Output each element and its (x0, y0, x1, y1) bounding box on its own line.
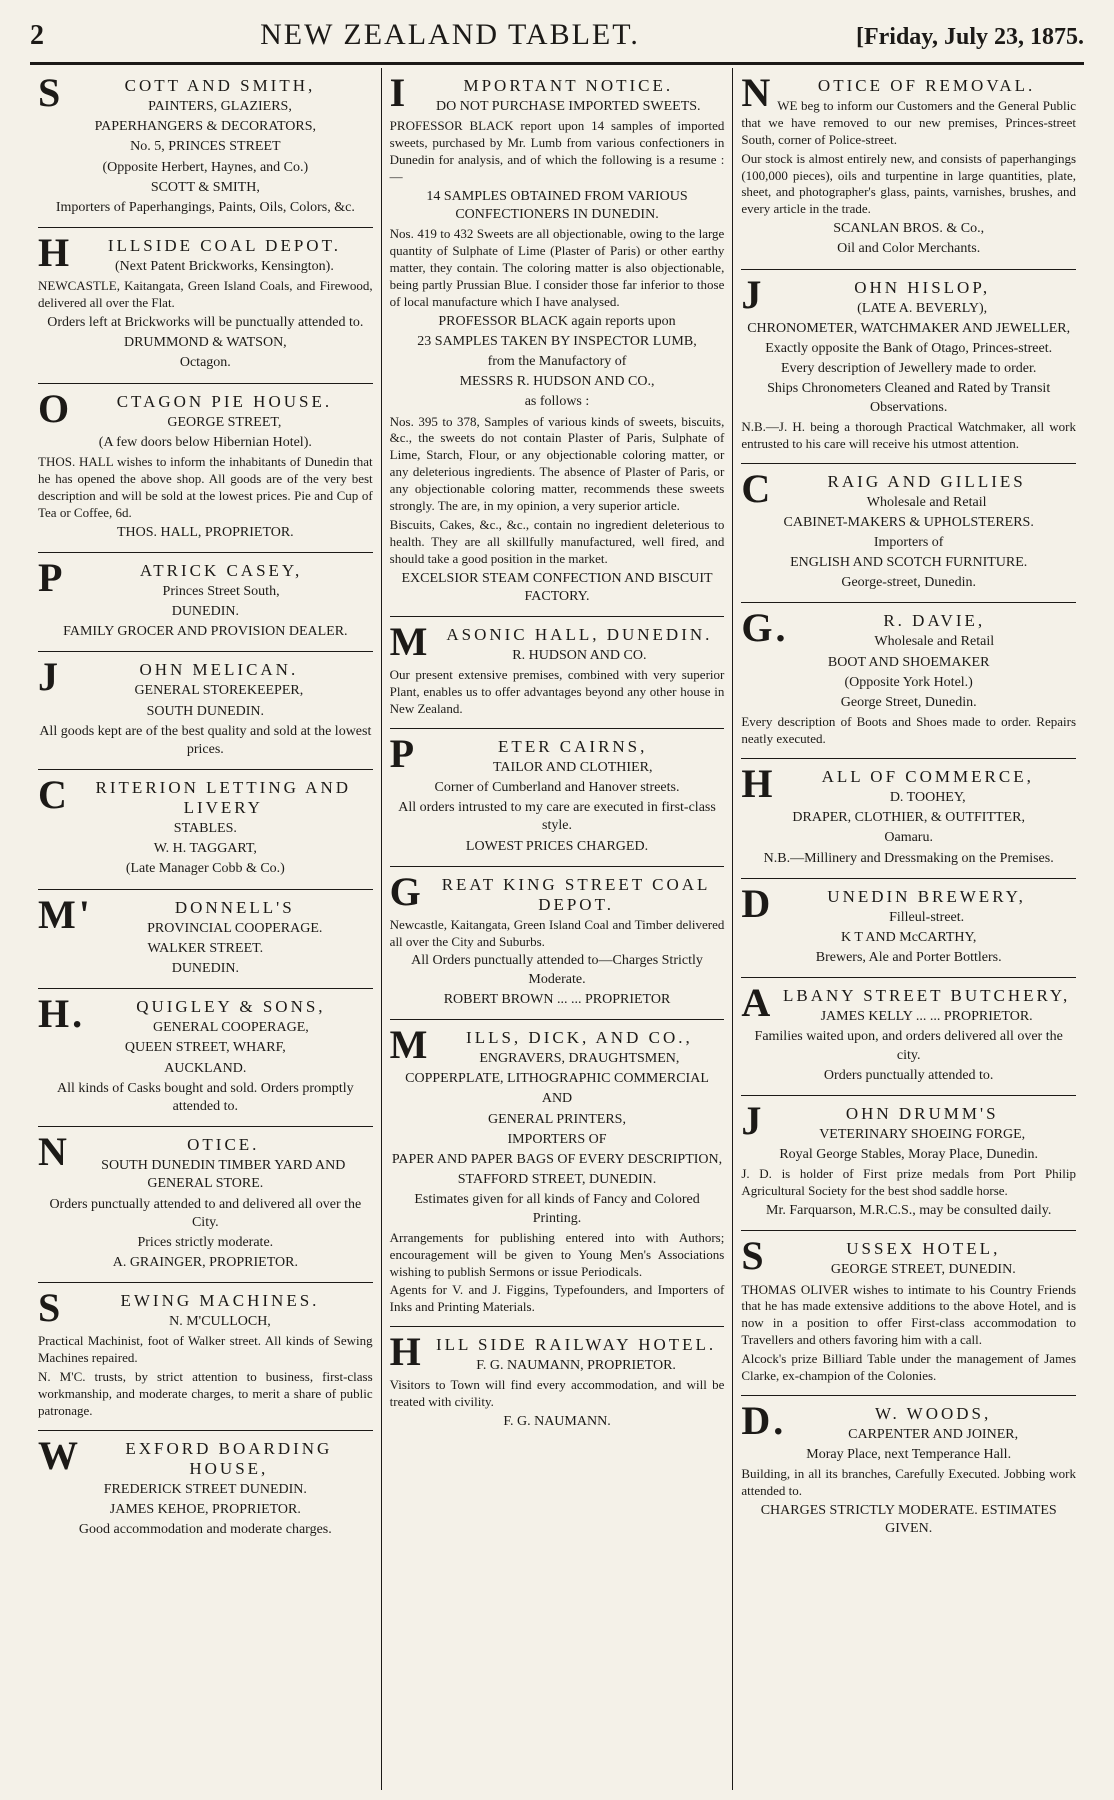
ad-line: 23 SAMPLES TAKEN BY INSPECTOR LUMB, (417, 333, 697, 349)
ad-body-text: Our present extensive premises, combined with very superior Plant, enables us to offer advantages beyond any other house in New Zealand. (389, 667, 725, 716)
ad-body-text: Agents for V. and J. Figgins, Typefounders, and Importers of Inks and Printing Materials. (389, 1282, 725, 1315)
ad-body-text: Nos. 419 to 432 Sweets are all objectionable, owing to the large quantity of Sulphate of Lime (Plaster of Paris) or other earthy matter, they contain. The coloring matter is also objectionable, being partly Prussian Blue. I consider those far inferior to those of local manufacture which I have analysed. (389, 226, 725, 309)
ad-line: Oil and Color Merchants. (837, 241, 981, 257)
ad-line: DRAPER, CLOTHIER, & OUTFITTER, (792, 810, 1025, 826)
ad-line: Brewers, Ale and Porter Bottlers. (815, 950, 1002, 966)
ad-line: CABINET-MAKERS & UPHOLSTERERS. (783, 514, 1034, 530)
ad-body-text: Newcastle, Kaitangata, Green Island Coal and Timber delivered all over the City and Suburbs. (389, 916, 725, 949)
ad-body-text: Nos. 395 to 378, Samples of various kinds of sweets, biscuits, &c., the sweets do not contain Plaster of Paris, Sulphate of Lime, Starch, Flour, or any objectionable coloring matter, or any deleterious ingredients. The absence of Plaster of Paris, or any objectionable coloring matter, recommends these sweets strongly. The are, in my opinion, a very superior article. (389, 413, 725, 513)
issue-date: [Friday, July 23, 1875. (855, 24, 1084, 50)
ad-line: R. HUDSON AND CO. (512, 647, 647, 663)
ad-line: JAMES KELLY ... ... PROPRIETOR. (820, 1009, 1033, 1025)
ad-heading: HILLSIDE COAL DEPOT. (38, 230, 341, 276)
ad-line: PAINTERS, GLAZIERS, (148, 99, 292, 114)
ad-line: Orders punctually attended to. (823, 1067, 994, 1083)
ad-line: DO NOT PURCHASE IMPORTED SWEETS. (436, 99, 701, 114)
ad-line: PROFESSOR BLACK again reports upon (438, 313, 676, 329)
ad-line: PROVINCIAL COOPERAGE. (147, 920, 323, 936)
ad-line: Wholesale and Retail (866, 494, 987, 510)
ad-line: Every description of Jewellery made to order. (780, 361, 1037, 377)
ad-line: AUCKLAND. (164, 1060, 247, 1076)
advertisement (741, 603, 1076, 759)
ad-line: (Opposite Herbert, Haynes, and Co.) (102, 159, 309, 175)
ad-line: GENERAL STOREKEEPER, (134, 683, 304, 699)
ad-line: K T AND McCARTHY, (841, 929, 977, 945)
ad-line: Princes Street South, (162, 583, 280, 599)
ad-heading: OCTAGON PIE HOUSE. (38, 385, 333, 431)
advertisement (38, 553, 373, 653)
advertisement (38, 770, 373, 890)
ad-line: Octagon. (179, 355, 231, 371)
ad-body-text: N. M'C. trusts, by strict attention to business, first-class workmanship, and moderate charges, to merit a share of public patronage. (38, 1369, 373, 1419)
ad-body-text: NEWCASTLE, Kaitangata, Green Island Coals, and Firewood, delivered all over the Flat. (38, 278, 373, 311)
ad-body-text: Our stock is almost entirely new, and consists of paperhangings (100,000 pieces), oils and turpentine in large quantities, plate, sheet, and photographer's glass, paints, varnishes, brushes, and every article in the trade. (741, 150, 1077, 217)
ad-heading: SCOTT AND SMITH, (38, 70, 316, 115)
ad-body-text: WE beg to inform our Customers and the General Public that we have removed to our new premises, Princes-street South, corner of Police-street. (741, 98, 1077, 147)
ad-line: EXCELSIOR STEAM CONFECTION AND BISCUIT FACTORY. (401, 570, 713, 604)
ad-line: BOOT AND SHOEMAKER (827, 654, 990, 670)
ad-line: IMPORTERS OF (507, 1131, 607, 1147)
advertisement (741, 68, 1076, 270)
ad-line: PAPERHANGERS & DECORATORS, (94, 119, 316, 135)
ad-heading: SUSSEX HOTEL, (741, 1233, 1001, 1279)
column-1 (30, 68, 381, 1790)
ad-line: W. H. TAGGART, (153, 841, 257, 857)
ad-line: All Orders punctually attended to—Charges Strictly Moderate. (411, 953, 703, 987)
advertisement (38, 652, 373, 770)
advertisement (38, 384, 373, 553)
ad-line: All kinds of Casks bought and sold. Orders promptly attended to. (56, 1080, 354, 1114)
advertisement (741, 270, 1076, 464)
ad-line: F. G. NAUMANN, PROPRIETOR. (476, 1358, 676, 1374)
advertisement (390, 617, 725, 729)
ad-heading: JOHN MELICAN. (38, 654, 299, 700)
ad-body-text: Biscuits, Cakes, &c., &c., contain no ingredient deleterious to health. They are all skillfully manufactured, well fired, and should take a good position in the market. (389, 516, 725, 566)
ad-line: Moray Place, next Temperance Hall. (806, 1447, 1012, 1463)
ad-heading: JOHN HISLOP, (741, 271, 991, 317)
ad-line: Corner of Cumberland and Hanover streets. (434, 779, 680, 795)
ad-line: STAFFORD STREET, DUNEDIN. (457, 1172, 657, 1188)
ad-line: FREDERICK STREET DUNEDIN. (103, 1481, 307, 1497)
ad-line: ENGLISH AND SCOTCH FURNITURE. (790, 555, 1028, 571)
ad-heading: M'DONNELL'S (38, 891, 295, 937)
advertisement (741, 1096, 1076, 1231)
ad-heading: CRAIG AND GILLIES (741, 465, 1026, 511)
ad-line: SOUTH DUNEDIN. (146, 703, 265, 719)
advertisement (38, 989, 373, 1127)
ad-line: Orders left at Brickworks will be punctually attended to. (47, 315, 364, 331)
ad-line: Importers of (873, 534, 944, 550)
ad-line: JAMES KEHOE, PROPRIETOR. (109, 1502, 301, 1518)
ad-heading: WEXFORD BOARDING HOUSE, (38, 1432, 333, 1478)
advertisement (390, 1020, 725, 1327)
ad-line: ENGRAVERS, DRAUGHTSMEN, (479, 1051, 680, 1067)
advertisement (38, 1431, 373, 1550)
ad-heading: ALBANY STREET BUTCHERY, (741, 980, 1071, 1026)
ad-line: VETERINARY SHOEING FORGE, (819, 1127, 1026, 1143)
ad-heading: D.W. WOODS, (741, 1397, 992, 1443)
newspaper-title: NEW ZEALAND TABLET. (260, 18, 640, 51)
ad-line: SCOTT & SMITH, (150, 179, 260, 195)
ad-line: F. G. NAUMANN. (503, 1414, 611, 1430)
ad-line: N.B.—Millinery and Dressmaking on the Premises. (763, 850, 1054, 866)
ad-heading: PETER CAIRNS, (389, 730, 648, 776)
ad-line: D. TOOHEY, (889, 789, 966, 805)
advertisement (38, 228, 373, 384)
ad-heading: NOTICE. (38, 1129, 260, 1175)
ad-heading: MILLS, DICK, AND CO., (389, 1022, 693, 1068)
ad-line: N. M'CULLOCH, (169, 1314, 271, 1330)
ad-line: ROBERT BROWN ... ... PROPRIETOR (443, 991, 671, 1007)
ad-line: LOWEST PRICES CHARGED. (465, 838, 649, 854)
ad-line: Filleul-street. (889, 909, 965, 925)
ad-heading: PATRICK CASEY, (38, 554, 303, 600)
ad-line: 14 SAMPLES OBTAINED FROM VARIOUS CONFECTIONERS IN DUNEDIN. (426, 188, 688, 222)
ad-line: All orders intrusted to my care are executed in first-class style. (398, 800, 716, 834)
ad-line: Estimates given for all kinds of Fancy and Colored Printing. (414, 1192, 700, 1226)
ad-line: MESSRS R. HUDSON AND CO., (459, 374, 655, 390)
advertisement (741, 464, 1076, 604)
ad-heading: NOTICE OF REMOVAL. (741, 70, 1036, 115)
ad-body-text: Building, in all its branches, Carefully Executed. Jobbing work attended to. (741, 1466, 1077, 1499)
ad-line: (A few doors below Hibernian Hotel). (98, 434, 312, 450)
ad-heading: HALL OF COMMERCE, (741, 760, 1034, 806)
ad-heading: GREAT KING STREET COAL DEPOT. (389, 868, 711, 914)
ad-line: FAMILY GROCER AND PROVISION DEALER. (63, 624, 348, 640)
ad-line: Prices strictly moderate. (137, 1234, 274, 1250)
ad-line: STABLES. (173, 821, 237, 837)
column-3 (732, 68, 1084, 1790)
ad-body-text: Arrangements for publishing entered into with Authors; encouragement will be given to Young Men's Associations wishing to publish Sermons or issue Periodicals. (389, 1229, 725, 1279)
ad-line: Exactly opposite the Bank of Otago, Princes-street. (765, 340, 1053, 356)
advertisement (741, 759, 1076, 879)
masthead (30, 18, 1084, 58)
ad-line: QUEEN STREET, WHARF, (124, 1040, 286, 1056)
ad-line: SOUTH DUNEDIN TIMBER YARD AND GENERAL STORE. (101, 1158, 346, 1192)
ad-line: Importers of Paperhangings, Paints, Oils, Colors, &c. (55, 199, 355, 215)
advertisement (741, 879, 1076, 979)
advertisement (741, 1396, 1076, 1549)
ad-line: CHARGES STRICTLY MODERATE. ESTIMATES GIVEN. (760, 1503, 1057, 1537)
ad-line: as follows : (524, 394, 590, 410)
ad-body-text: Alcock's prize Billiard Table under the management of James Clarke, ex-champion of the Colonies. (741, 1351, 1077, 1384)
ad-heading: G.R. DAVIE, (741, 605, 986, 651)
advertisement (390, 729, 725, 867)
ad-line: THOS. HALL, PROPRIETOR. (116, 524, 294, 540)
ad-line: GEORGE STREET, DUNEDIN. (830, 1262, 1016, 1278)
ad-heading: IMPORTANT NOTICE. (389, 70, 674, 115)
ad-line: DUNEDIN. (171, 961, 239, 977)
ad-heading: HILL SIDE RAILWAY HOTEL. (389, 1329, 717, 1375)
advertisement (390, 1327, 725, 1441)
ad-line: Good accommodation and moderate charges. (78, 1522, 332, 1538)
ad-body-text: N.B.—J. H. being a thorough Practical Watchmaker, all work entrusted to his care will receive his utmost attention. (741, 418, 1077, 451)
ad-line: George-street, Dunedin. (841, 575, 976, 591)
ad-line: No. 5, PRINCES STREET (130, 139, 281, 155)
ad-body-text: PROFESSOR BLACK report upon 14 samples of imported sweets, purchased by Mr. Lumb from various confectioners in Dunedin for analysis, and of which the following is a resume :— (389, 118, 725, 184)
column-2 (381, 68, 733, 1790)
ad-line: (Late Manager Cobb & Co.) (125, 861, 285, 877)
ad-heading: JOHN DRUMM'S (741, 1098, 999, 1144)
advertisement (38, 1283, 373, 1431)
ad-line: TAILOR AND CLOTHIER, (492, 759, 653, 775)
ad-line: SCANLAN BROS. & Co., (833, 221, 985, 237)
ad-body-text: Visitors to Town will find every accommodation, and will be treated with civility. (389, 1377, 725, 1410)
ad-line: GEORGE STREET, (167, 414, 282, 430)
ad-line: (Opposite York Hotel.) (844, 674, 973, 690)
ad-line: WALKER STREET. (147, 940, 264, 956)
ad-line: (LATE A. BEVERLY), (857, 300, 988, 316)
ad-line: GENERAL PRINTERS, (488, 1111, 626, 1127)
ad-line: GENERAL COOPERAGE, (152, 1020, 309, 1036)
advertisement (38, 68, 373, 228)
ad-line: George Street, Dunedin. (840, 695, 977, 711)
ad-heading: CRITERION LETTING AND LIVERY (38, 772, 352, 818)
ad-line: DRUMMOND & WATSON, (123, 335, 287, 351)
advertisement (38, 890, 373, 990)
ad-heading: H.QUIGLEY & SONS, (38, 991, 326, 1037)
ad-body-text: Every description of Boots and Shoes made to order. Repairs neatly executed. (741, 714, 1077, 747)
ad-line: DUNEDIN. (171, 603, 239, 619)
advertisement (741, 978, 1076, 1096)
page-number: 2 (30, 20, 44, 51)
masthead-rule (30, 62, 1084, 65)
ad-line: All goods kept are of the best quality and sold at the lowest prices. (39, 723, 372, 757)
advertisement (390, 68, 725, 617)
ad-line: AND (541, 1091, 573, 1107)
ad-body-text: THOMAS OLIVER wishes to intimate to his Country Friends that he has made extensive additions to the above Hotel, and is now in a position to offer First-class accommodation to Travellers and others favoring him with a call. (741, 1281, 1077, 1348)
ad-line: CHRONOMETER, WATCHMAKER AND JEWELLER, (747, 320, 1071, 336)
advertisement (390, 867, 725, 1020)
ad-body-text: J. D. is holder of First prize medals from Port Philip Agricultural Society for the best shod saddle horse. (741, 1166, 1077, 1199)
ad-line: A. GRAINGER, PROPRIETOR. (112, 1255, 298, 1271)
ad-heading: MASONIC HALL, DUNEDIN. (389, 618, 713, 664)
ad-heading: DUNEDIN BREWERY, (741, 880, 1026, 926)
ad-line: Royal George Stables, Moray Place, Dunedin. (779, 1147, 1039, 1163)
advertisement (38, 1127, 373, 1283)
ad-line: Ships Chronometers Cleaned and Rated by Transit Observations. (767, 381, 1051, 415)
ad-line: Mr. Farquarson, M.R.C.S., may be consulted daily. (766, 1203, 1052, 1219)
ad-line: Oamaru. (884, 830, 933, 846)
ad-line: CARPENTER AND JOINER, (848, 1426, 1019, 1442)
columns (30, 68, 1084, 1790)
ad-line: Families waited upon, and orders delivered all over the city. (754, 1029, 1063, 1063)
ad-body-text: Practical Machinist, foot of Walker street. All kinds of Sewing Machines repaired. (38, 1333, 373, 1366)
ad-heading: SEWING MACHINES. (38, 1285, 320, 1331)
ad-line: from the Manufactory of (487, 353, 627, 369)
advertisement (741, 1231, 1076, 1396)
ad-body-text: THOS. HALL wishes to inform the inhabitants of Dunedin that he has opened the above shop. All goods are of the very best description and will be sold at the lowest prices. Pie and Cup of Tea or Coffee, 6d. (38, 454, 373, 520)
ad-line: PAPER AND PAPER BAGS OF EVERY DESCRIPTION, (391, 1151, 723, 1167)
ad-line: COPPERPLATE, LITHOGRAPHIC COMMERCIAL (405, 1071, 709, 1087)
ad-line: Orders punctually attended to and delivered all over the City. (49, 1196, 362, 1230)
ad-line: (Next Patent Brickworks, Kensington). (114, 259, 334, 275)
ad-line: Wholesale and Retail (874, 634, 995, 650)
